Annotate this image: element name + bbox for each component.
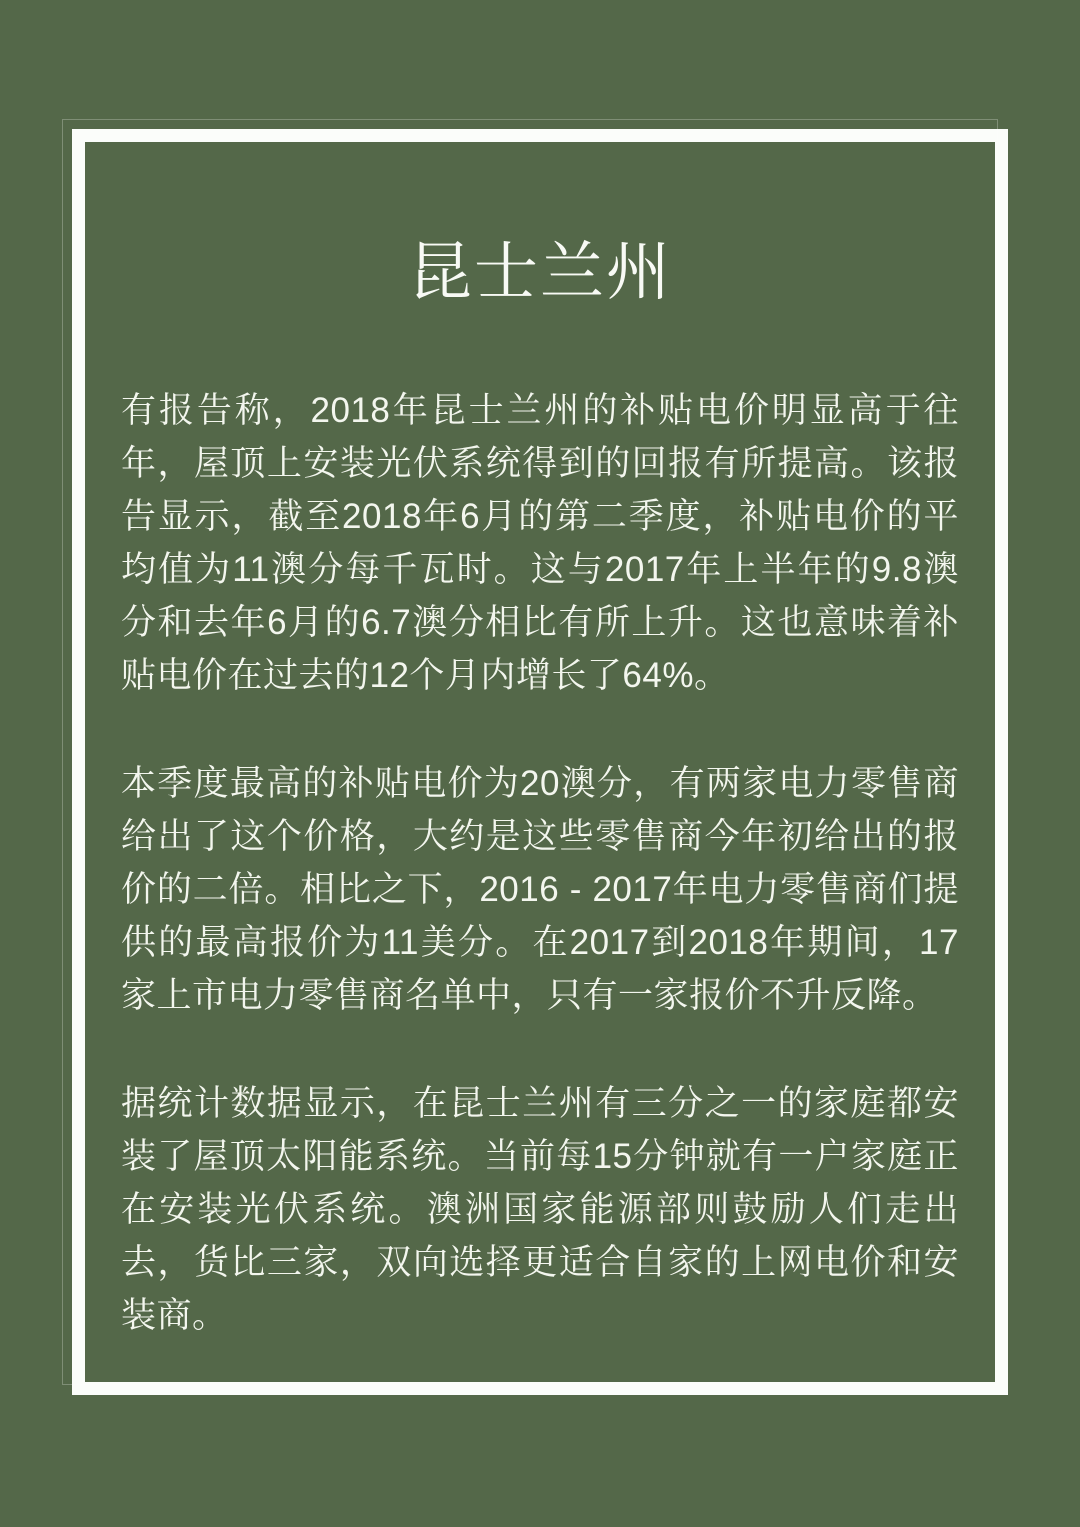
card-frame (72, 129, 1008, 1395)
page-title: 昆士兰州 (408, 236, 672, 308)
paragraph-tariff-average: 有报告称，2018年昆士兰州的补贴电价明显高于往年，屋顶上安装光伏系统得到的回报有所提高。该报告显示，截至2018年6月的第二季度，补贴电价的平均值为11澳分每千瓦时。这与2017年上半年的9.8澳分和去年6月的6.7澳分相比有所上升。这也意味着补贴电价在过去的12个月内增长了64%。 (121, 391, 959, 695)
paragraph-household-stats: 据统计数据显示，在昆士兰州有三分之一的家庭都安装了屋顶太阳能系统。当前每15分钟就有一户家庭正在安装光伏系统。澳洲国家能源部则鼓励人们走出去，货比三家，双向选择更适合自家的上网电价和安装商。 (121, 1084, 959, 1335)
paragraph-highest-tariff: 本季度最高的补贴电价为20澳分，有两家电力零售商给出了这个价格，大约是这些零售商今年初给出的报价的二倍。相比之下，2016 - 2017年电力零售商们提供的最高报价为11美分。在2017到2018年期间，17家上市电力零售商名单中，只有一家报价不升反降。 (121, 764, 959, 1015)
